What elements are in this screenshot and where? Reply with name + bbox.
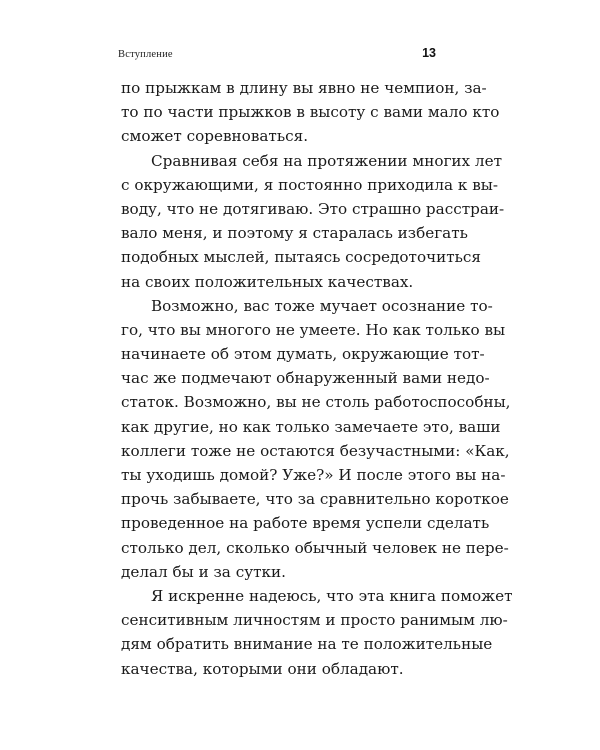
paragraph-1 (121, 76, 500, 149)
text-line: то по части прыжков в высоту с вами мало кто (121, 103, 500, 122)
text-line: воду, что не дотягиваю. Это страшно расстраи- (121, 199, 505, 218)
text-line: дям обратить внимание на те положительные (121, 635, 493, 654)
page-number: 13 (422, 46, 436, 60)
text-line: с окружающими, я постоянно приходила к вы- (121, 175, 499, 194)
text-line: начинаете об этом думать, окружающие тот- (121, 345, 485, 364)
text-line: коллеги тоже не остаются безучастными: «Как, (121, 441, 510, 460)
text-line: го, что вы многого не умеете. Но как только вы (121, 320, 506, 339)
text-line: вало меня, и поэтому я старалась избегать (121, 224, 468, 243)
text-line: качества, которыми они обладают. (121, 659, 404, 678)
text-line: подобных мыслей, пытаясь сосредоточиться (121, 248, 482, 267)
text-line: по прыжкам в длину вы явно не чемпион, за- (121, 79, 487, 97)
text-line: Возможно, вас тоже мучает осознание то- (151, 296, 493, 315)
paragraph-4 (121, 584, 513, 681)
text-line: сенситивным личностям и просто ранимым лю- (121, 611, 508, 630)
text-line: прочь забываете, что за сравнительно короткое (121, 490, 509, 509)
text-line: делал бы и за сутки. (121, 562, 286, 581)
paragraph-3 (121, 294, 511, 584)
text-line: сможет соревноваться. (121, 127, 309, 146)
text-line: проведенное на работе время успели сделать (121, 514, 490, 533)
text-line: на своих положительных качествах. (121, 272, 414, 291)
text-line: столько дел, сколько обычный человек не пере- (121, 538, 509, 557)
text-line: Сравнивая себя на протяжении многих лет (151, 151, 502, 170)
body-text (121, 76, 513, 681)
text-line: Я искренне надеюсь, что эта книга поможет (151, 586, 513, 605)
paragraph-2 (121, 149, 505, 294)
text-line: статок. Возможно, вы не столь работоспособны, (121, 393, 511, 412)
text-line: как другие, но как только замечаете это, ваши (121, 417, 501, 436)
text-line: час же подмечают обнаруженный вами недо- (121, 369, 490, 388)
text-line: ты уходишь домой? Уже?» И после этого вы на- (121, 466, 506, 484)
running-head: Вступление (118, 49, 173, 60)
